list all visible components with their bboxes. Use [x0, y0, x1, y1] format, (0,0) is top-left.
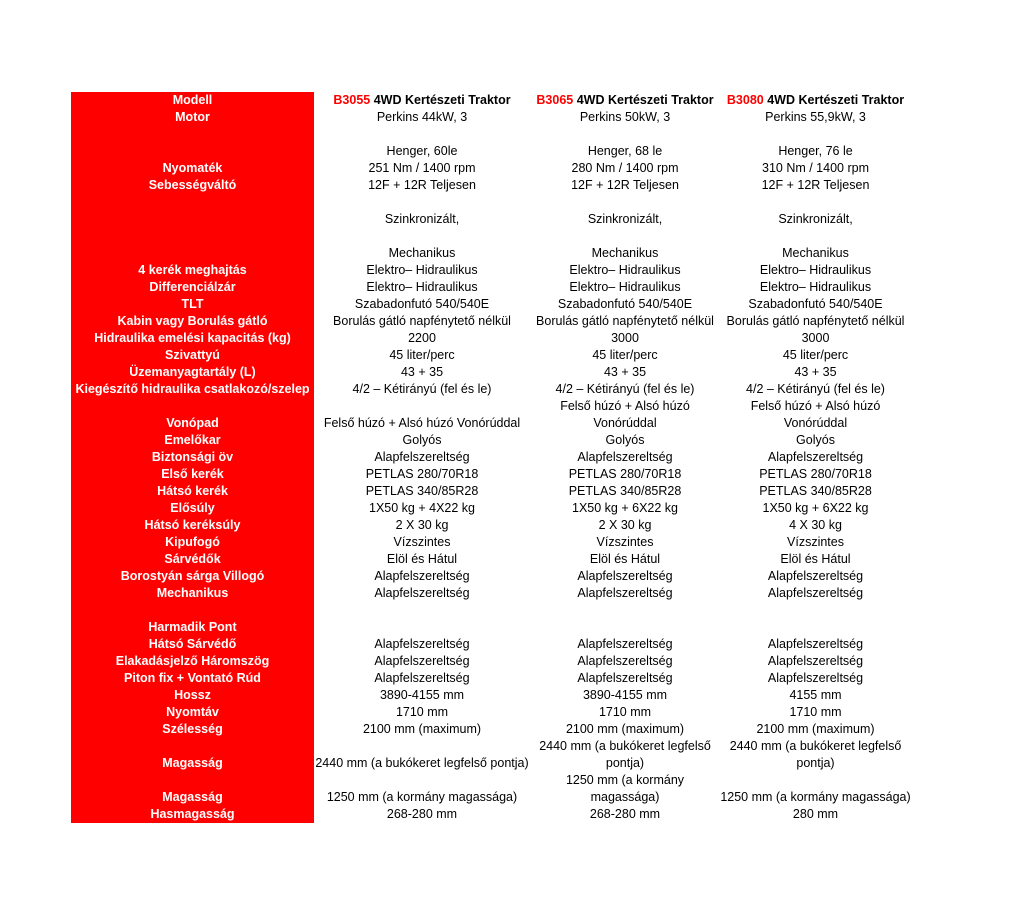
spec-value: 280 Nm / 1400 rpm [571, 161, 679, 175]
row-label: Elakadásjelző Háromszög [71, 653, 314, 670]
spec-value: PETLAS 340/85R28 [759, 484, 872, 498]
spec-value [720, 602, 911, 619]
spec-value: Felső húzó + Alsó húzó Vonórúddal [750, 399, 881, 430]
spec-value: PETLAS 280/70R18 [365, 467, 479, 481]
row-label: Sebességváltó [71, 177, 314, 194]
row-label: Emelőkar [71, 432, 314, 449]
spec-value: PETLAS 280/70R18 [568, 467, 682, 481]
row-label [71, 211, 314, 228]
model-heading-b3080 [720, 92, 911, 109]
spec-value: PETLAS 280/70R18 [759, 467, 872, 481]
spec-value [314, 619, 530, 636]
row-label: Nyomtáv [71, 704, 314, 721]
row-label [71, 602, 314, 619]
spec-row [71, 806, 911, 823]
spec-row [71, 500, 911, 517]
spec-value: Borulás gátló napfénytető nélkül [726, 314, 905, 328]
spec-row [71, 534, 911, 551]
spec-value: Alapfelszereltség [577, 450, 673, 464]
spec-value: 268-280 mm [386, 807, 458, 821]
spec-value: 43 + 35 [794, 365, 837, 379]
model-name: 4WD Kertészeti Traktor [763, 93, 905, 107]
spec-value: PETLAS 340/85R28 [365, 484, 479, 498]
spec-value: Mechanikus [591, 246, 659, 260]
spec-value: Elektro– Hidraulikus [366, 280, 478, 294]
spec-value: Elöl és Hátul [589, 552, 661, 566]
row-label: Elősúly [71, 500, 314, 517]
spec-value: Elöl és Hátul [780, 552, 851, 566]
spec-value: 2100 mm (maximum) [362, 722, 482, 736]
row-label: Piton fix + Vontató Rúd [71, 670, 314, 687]
row-label: Kiegészítő hidraulika csatlakozó/szelep [71, 381, 314, 398]
spec-value: 1X50 kg + 6X22 kg [762, 501, 869, 515]
spec-value: Szinkronizált, [384, 212, 460, 226]
row-label: Harmadik Pont [71, 619, 314, 636]
spec-value [530, 194, 720, 211]
spec-value: 43 + 35 [603, 365, 647, 379]
spec-value: Henger, 68 le [587, 144, 663, 158]
row-label [71, 143, 314, 160]
spec-value: Elektro– Hidraulikus [759, 280, 872, 294]
spec-value: Perkins 44kW, 3 [376, 110, 468, 124]
spec-value: Perkins 50kW, 3 [579, 110, 671, 124]
spec-value: Borulás gátló napfénytető nélkül [333, 314, 511, 328]
row-label: Mechanikus [71, 585, 314, 602]
spec-row [71, 211, 911, 228]
row-label: Üzemanyagtartály (L) [71, 364, 314, 381]
spec-row [71, 313, 911, 330]
spec-value: Alapfelszereltség [767, 569, 864, 583]
spec-value: 1X50 kg + 6X22 kg [572, 501, 678, 515]
row-label: Magasság [71, 772, 314, 806]
spec-value: PETLAS 340/85R28 [568, 484, 682, 498]
spec-value: 310 Nm / 1400 rpm [762, 161, 869, 175]
row-label: Hasmagasság [71, 806, 314, 823]
spec-value: 12F + 12R Teljesen [368, 178, 476, 192]
spec-row [71, 143, 911, 160]
spec-value: Felső húzó + Alsó húzó Vonórúddal [560, 399, 690, 430]
spec-value: Alapfelszereltség [767, 637, 864, 651]
spec-value: Alapfelszereltség [767, 586, 864, 600]
row-label: Kabin vagy Borulás gátló [71, 313, 314, 330]
spec-value [720, 194, 911, 211]
spec-table-body [71, 109, 911, 823]
spec-value: Szinkronizált, [778, 212, 853, 226]
row-label: Vonópad [71, 398, 314, 432]
spec-value: 45 liter/perc [592, 348, 658, 362]
spec-row [71, 194, 911, 211]
spec-value: Golyós [605, 433, 645, 447]
spec-value: 4 X 30 kg [789, 518, 842, 532]
spec-value: Golyós [402, 433, 442, 447]
spec-value [314, 228, 530, 245]
row-label: Modell [71, 92, 314, 109]
row-label: Hátsó kerék [71, 483, 314, 500]
row-label: Hidraulika emelési kapacitás (kg) [71, 330, 314, 347]
spec-value: 268-280 mm [589, 807, 661, 821]
spec-value: Alapfelszereltség [374, 450, 470, 464]
spec-value: Elektro– Hidraulikus [569, 263, 681, 277]
spec-value [720, 126, 911, 143]
row-label: Szivattyú [71, 347, 314, 364]
spec-value: 3000 [611, 331, 639, 345]
spec-value: Borulás gátló napfénytető nélkül [536, 314, 714, 328]
spec-value: Alapfelszereltség [577, 569, 673, 583]
spec-value: Szinkronizált, [587, 212, 663, 226]
spec-value: Szabadonfutó 540/540E [557, 297, 693, 311]
spec-value [314, 194, 530, 211]
spec-value: 12F + 12R Teljesen [761, 178, 870, 192]
spec-value: 2440 mm (a bukókeret legfelső pontja) [315, 756, 529, 770]
spec-value: Mechanikus [782, 246, 849, 260]
spec-value: 1250 mm (a kormány magassága) [720, 790, 911, 804]
row-label [71, 194, 314, 211]
row-label: Hossz [71, 687, 314, 704]
spec-value [530, 602, 720, 619]
spec-value [530, 228, 720, 245]
spec-value: 4/2 – Kétirányú (fel és le) [555, 382, 695, 396]
row-label: 4 kerék meghajtás [71, 262, 314, 279]
spec-row [71, 245, 911, 262]
spec-row [71, 704, 911, 721]
row-label: Biztonsági öv [71, 449, 314, 466]
spec-value: Mechanikus [388, 246, 456, 260]
spec-value [720, 228, 911, 245]
spec-row [71, 466, 911, 483]
model-name: 4WD Kertészeti Traktor [370, 93, 511, 107]
spec-value: 4155 mm [789, 688, 842, 702]
model-heading-b3055 [314, 92, 530, 109]
spec-value [314, 126, 530, 143]
spec-value: Alapfelszereltség [374, 654, 470, 668]
model-code: B3080 [726, 93, 764, 107]
spec-value: Elektro– Hidraulikus [366, 263, 478, 277]
spec-value: Golyós [796, 433, 835, 447]
spec-value: Elektro– Hidraulikus [759, 263, 872, 277]
spec-value: 1250 mm (a kormány magassága) [565, 773, 685, 804]
model-code: B3055 [333, 93, 371, 107]
spec-value: Alapfelszereltség [767, 671, 864, 685]
spec-row [71, 670, 911, 687]
row-label: Motor [71, 109, 314, 126]
spec-row [71, 653, 911, 670]
spec-value: 2200 [408, 331, 436, 345]
spec-value: Henger, 76 le [778, 144, 853, 158]
row-label: Sárvédők [71, 551, 314, 568]
spec-row [71, 262, 911, 279]
spec-row [71, 449, 911, 466]
row-label [71, 126, 314, 143]
spec-value: 2100 mm (maximum) [565, 722, 685, 736]
spec-value: 2440 mm (a bukókeret legfelső pontja) [729, 739, 902, 770]
spec-value: 2 X 30 kg [395, 518, 449, 532]
spec-row [71, 772, 911, 806]
spec-value: Elöl és Hátul [386, 552, 458, 566]
spec-row [71, 126, 911, 143]
spec-value: Vízszintes [393, 535, 451, 549]
spec-row [71, 364, 911, 381]
spec-value: 1710 mm [789, 705, 842, 719]
spec-row [71, 177, 911, 194]
spec-value: 2100 mm (maximum) [756, 722, 875, 736]
row-label: Hátsó keréksúly [71, 517, 314, 534]
spec-value: Alapfelszereltség [577, 586, 673, 600]
spec-value: Alapfelszereltség [577, 671, 673, 685]
row-label: Első kerék [71, 466, 314, 483]
spec-value: 3890-4155 mm [379, 688, 465, 702]
row-label: Magasság [71, 738, 314, 772]
spec-value: Alapfelszereltség [767, 450, 864, 464]
spec-value: Alapfelszereltség [374, 586, 470, 600]
spec-value: Alapfelszereltség [374, 569, 470, 583]
spec-row [71, 551, 911, 568]
row-label: Kipufogó [71, 534, 314, 551]
spec-row [71, 619, 911, 636]
spec-row [71, 109, 911, 126]
row-label: TLT [71, 296, 314, 313]
spec-value: 2440 mm (a bukókeret legfelső pontja) [539, 739, 711, 770]
spec-row [71, 398, 911, 432]
spec-value [314, 602, 530, 619]
row-label: Hátsó Sárvédő [71, 636, 314, 653]
row-label: Szélesség [71, 721, 314, 738]
spec-value: Alapfelszereltség [577, 654, 673, 668]
spec-row [71, 228, 911, 245]
model-heading-b3065 [530, 92, 720, 109]
model-code: B3065 [536, 93, 574, 107]
model-name: 4WD Kertészeti Traktor [573, 93, 714, 107]
spec-row [71, 432, 911, 449]
spec-value [720, 619, 911, 636]
spec-value: 4/2 – Kétirányú (fel és le) [746, 382, 885, 396]
spec-row [71, 721, 911, 738]
spec-row [71, 381, 911, 398]
tractor-spec-table [71, 92, 911, 823]
row-label: Borostyán sárga Villogó [71, 568, 314, 585]
spec-value: 43 + 35 [400, 365, 444, 379]
spec-row [71, 296, 911, 313]
spec-value: Felső húzó + Alsó húzó Vonórúddal [323, 416, 521, 430]
model-header-row [71, 92, 911, 109]
spec-row [71, 602, 911, 619]
row-label [71, 245, 314, 262]
spec-row [71, 568, 911, 585]
spec-value: 12F + 12R Teljesen [571, 178, 679, 192]
spec-value: 2 X 30 kg [598, 518, 652, 532]
spec-value [530, 619, 720, 636]
spec-value: Perkins 55,9kW, 3 [765, 110, 866, 124]
spec-value: 1710 mm [598, 705, 652, 719]
spec-value: Alapfelszereltség [374, 637, 470, 651]
spec-row [71, 279, 911, 296]
spec-row [71, 738, 911, 772]
spec-value: Alapfelszereltség [577, 637, 673, 651]
spec-value: 45 liter/perc [389, 348, 455, 362]
spec-row [71, 483, 911, 500]
spec-value: 45 liter/perc [782, 348, 849, 362]
spec-value: Vízszintes [596, 535, 654, 549]
spec-value: 1250 mm (a kormány magassága) [326, 790, 518, 804]
spec-value: 3890-4155 mm [582, 688, 668, 702]
spec-row [71, 347, 911, 364]
spec-value: Szabadonfutó 540/540E [748, 297, 883, 311]
spec-row [71, 330, 911, 347]
row-label: Differenciálzár [71, 279, 314, 296]
spec-row [71, 585, 911, 602]
spec-row [71, 160, 911, 177]
spec-value: 1710 mm [395, 705, 449, 719]
spec-value: Vízszintes [787, 535, 844, 549]
spec-row [71, 636, 911, 653]
spec-row [71, 687, 911, 704]
spec-value: Alapfelszereltség [374, 671, 470, 685]
spec-value: 280 mm [792, 807, 839, 821]
row-label [71, 228, 314, 245]
spec-row [71, 517, 911, 534]
spec-value: Szabadonfutó 540/540E [354, 297, 490, 311]
spec-value: 1X50 kg + 4X22 kg [369, 501, 475, 515]
spec-value: Alapfelszereltség [767, 654, 864, 668]
spec-value: Elektro– Hidraulikus [569, 280, 681, 294]
row-label: Nyomaték [71, 160, 314, 177]
spec-value: 251 Nm / 1400 rpm [368, 161, 476, 175]
spec-value: Henger, 60le [386, 144, 458, 158]
spec-value: 3000 [801, 331, 830, 345]
spec-value: 4/2 – Kétirányú (fel és le) [352, 382, 492, 396]
spec-value [530, 126, 720, 143]
